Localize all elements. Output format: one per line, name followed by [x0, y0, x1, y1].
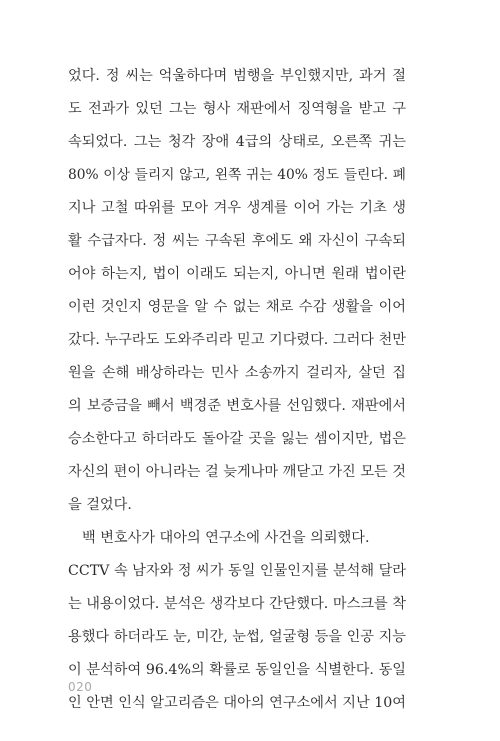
page-number: 020: [68, 680, 93, 694]
text-line: 의 보증금을 빼서 백경준 변호사를 선임했다. 재판에서: [68, 398, 406, 414]
text-line: 80% 이상 들리지 않고, 왼쪽 귀는 40% 정도 들린다. 폐: [68, 167, 406, 183]
text-line: 갔다. 누구라도 도와주리라 믿고 기다렸다. 그러다 천만: [68, 332, 406, 348]
paragraph-first-line: 백 변호사가 대아의 연구소에 사건을 의뢰했다.: [82, 530, 370, 546]
text-line: 는 내용이었다. 분석은 생각보다 간단했다. 마스크를 착: [68, 596, 406, 612]
text-line: 을 걸었다.: [68, 497, 132, 513]
body-text: [68, 60, 406, 720]
text-line: 승소한다고 하더라도 돌아갈 곳을 잃는 셈이지만, 법은: [68, 431, 406, 447]
text-line: 도 전과가 있던 그는 형사 재판에서 징역형을 받고 구: [68, 101, 406, 117]
text-line: 이 분석하여 96.4%의 확률로 동일인을 식별한다. 동일: [68, 662, 406, 678]
text-line: 지나 고철 따위를 모아 겨우 생계를 이어 가는 기초 생: [68, 200, 406, 216]
text-line: CCTV 속 남자와 정 씨가 동일 인물인지를 분석해 달라: [68, 563, 406, 579]
text-line: 인 안면 인식 알고리즘은 대아의 연구소에서 지난 10여: [68, 695, 406, 711]
text-line: 었다. 정 씨는 억울하다며 범행을 부인했지만, 과거 절: [68, 68, 406, 84]
text-line: 자신의 편이 아니라는 걸 늦게나마 깨닫고 가진 모든 것: [68, 464, 406, 480]
text-line: 용했다 하더라도 눈, 미간, 눈썹, 얼굴형 등을 인공 지능: [68, 629, 406, 645]
text-line: 원을 손해 배상하라는 민사 소송까지 걸리자, 살던 집: [68, 365, 406, 381]
text-line: 활 수급자다. 정 씨는 구속된 후에도 왜 자신이 구속되: [68, 233, 406, 249]
text-line: 어야 하는지, 법이 이래도 되는지, 아니면 원래 법이란: [68, 266, 406, 282]
text-line: 이런 것인지 영문을 알 수 없는 채로 수감 생활을 이어: [68, 299, 406, 315]
text-line: 속되었다. 그는 청각 장애 4급의 상태로, 오른쪽 귀는: [68, 134, 406, 150]
